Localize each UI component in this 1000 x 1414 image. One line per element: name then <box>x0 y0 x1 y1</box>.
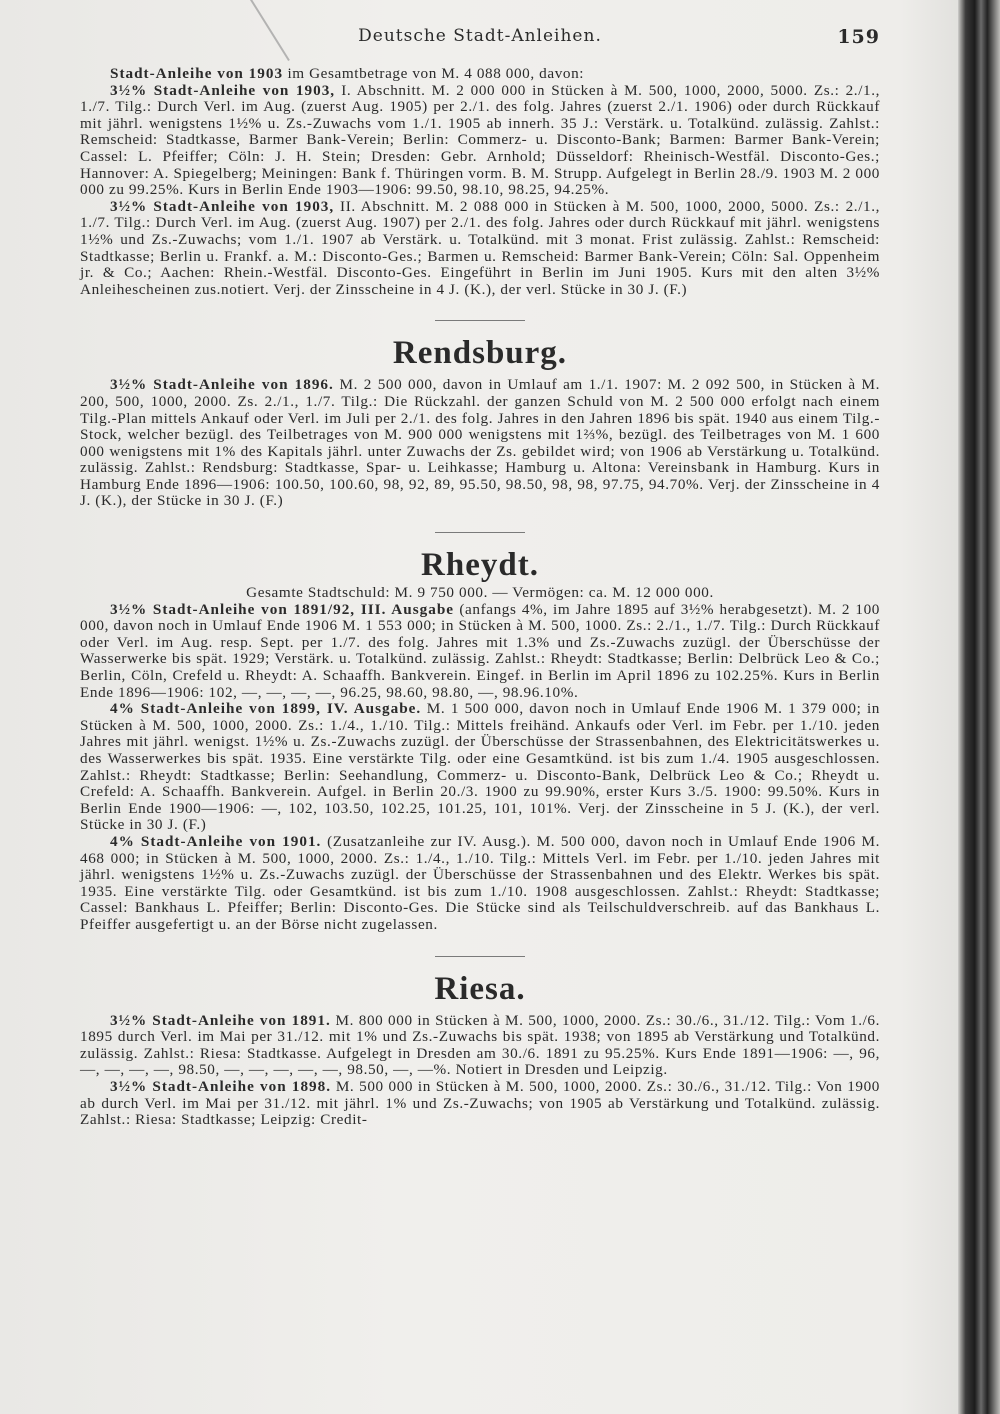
divider <box>435 320 525 321</box>
rheydt-section-3: 4% Stadt-Anleihe von 1901. (Zusatzanleihe zur IV. Ausg.). M. 500 000, davon noch in Umlauf Ende 1906 M. 468 000; in Stücken à M. 500, 1000, 2000. Zs.: 1./4., 1./10. Tilg.: Mittels Verl. im Febr. per 1./10. jeden Jahres mit jährl. wenigstens 1½% u. Zs.-Zuwachs zuzügl. der Überschüsse der Strassenbahnen und des Elektr. Werkes bis spät. 1935. Eine verstärkte Tilg. oder Gesamtkünd. ist bis zum 1./10. 1908 ausgeschlossen. Zahlst.: Rheydt: Stadtkasse; Cassel: Bankhaus L. Pfeiffer; Berlin: Disconto-Ges. Die Stücke sind als Teilschuldverschreib. auf das Bankhaus L. Pfeiffer ausgefertigt u. an der Börse nicht zugelassen. <box>80 832 880 933</box>
divider <box>435 532 525 533</box>
intro-lead: Stadt-Anleihe von 1903 im Gesamtbetrage von M. 4 088 000, davon: <box>110 65 585 82</box>
city-heading-rheydt: Rheydt. <box>421 547 539 584</box>
rheydt-section-2: 4% Stadt-Anleihe von 1899, IV. Ausgabe. M. 1 500 000, davon noch in Umlauf Ende 1906 M. 1 379 000; in Stücken à M. 500, 1000, 2000. Zs.: 1./4., 1./10. Tilg.: Mittels freihänd. Ankaufs oder Verl. im Febr. per 1./10. jeden Jahres mit jährl. wenigst. 1½% u. Zs.-Zuwachs zuzügl. der Überschüsse der Strassenbahnen, des Elektricitätswerkes u. des Wasserwerkes bis spät. 1935. Eine verstärkte Tilg. oder eine Gesamtkünd. ist bis zum 1./4. 1905 ausgeschlossen. Zahlst.: Rheydt: Stadtkasse; Berlin: Seehandlung, Commerz- u. Disconto-Bank, Delbrück Leo & Co.; Rheydt u. Crefeld: A. Schaaffh. Bankverein. Aufgel. in Berlin 20./3. 1900 zu 99.90%, erster Kurs 3./5. 1900: 99.50%. Kurs in Berlin Ende 1900—1906: —, 102, 103.50, 102.25, 101.25, 101, 101%. Verj. der Zinsscheine in 5 J. (K.), der verl. Stücke in 30 J. (F.) <box>80 700 881 834</box>
page-number: 159 <box>837 26 880 48</box>
riesa-section-2: 3½% Stadt-Anleihe von 1898. M. 500 000 in Stücken à M. 500, 1000, 2000. Zs.: 30./6., 31./12. Tilg.: Von 1900 ab durch Verl. im Mai per 31./12. mit jährl. 1% und Zs.-Zuwachs; von 1905 ab Verstärkung und Totalkünd. zulässig. Zahlst.: Riesa: Stadtkasse; Leipzig: Credit- <box>80 1077 880 1129</box>
running-title: Deutsche Stadt-Anleihen. <box>358 26 602 46</box>
intro-section-2: 3½% Stadt-Anleihe von 1903, II. Abschnitt. M. 2 088 000 in Stücken à M. 500, 1000, 2000, 5000. Zs.: 2./1., 1./7. Tilg.: Durch Verl. im Aug. (zuerst Aug. 1907) per 2./1. des folg. Jahres oder durch Rückkauf mit jährl. wenigstens 1½% und Zs.-Zuwachs; vom 1./1. 1907 ab Verstärk. u. Totalkünd. mit 3 monat. Frist zulässig. Zahlst.: Remscheid: Stadtkasse; Berlin u. Frankf. a. M.: Disconto-Ges.; Barmen u. Remscheid: Barmer Bank-Verein; Cöln: Sal. Oppenheim jr. & Co.; Aachen: Rhein.-Westfäl. Disconto-Ges. Eingeführt in Berlin im Juni 1905. Kurs mit den alten 3½% Anleihescheinen zus.notiert. Verj. der Zinsscheine in 4 J. (K.), der verl. Stücke in 30 J. (F.) <box>80 197 881 298</box>
divider <box>435 956 525 957</box>
page-edge-shadow <box>958 0 1000 1414</box>
rendsburg-section-1: 3½% Stadt-Anleihe von 1896. M. 2 500 000, davon in Umlauf am 1./1. 1907: M. 2 092 500, in Stücken à M. 200, 500, 1000, 2000. Zs. 2./1., 1./7. Tilg.: Die Rückzahl. der ganzen Schuld von M. 2 500 000 erfolgt nach einem Tilg.-Plan mittels Ankauf oder Verl. im Juli per 2./1. des folg. Jahres in den Jahren 1896 bis spät. 1940 aus einem Tilg.-Stock, welcher bezügl. des Teilbetrages von M. 900 000 wenigstens mit 1⅔%, bezügl. des Teilbetrages von M. 1 600 000 wenigstens mit 1% des Kapitals jährl. unter Zuwachs der Zs. gebildet wird; von 1906 ab Verstärkung u. Totalkünd. zulässig. Zahlst.: Rendsburg: Stadtkasse, Spar- u. Leihkasse; Hamburg u. Altona: Vereinsbank in Hamburg. Kurs in Hamburg Ende 1896—1906: 100.50, 100.60, 98, 92, 89, 95.50, 98.50, 98, 98, 97.75, 94.70%. Verj. der Zinsscheine in 4 J. (K.), der Stücke in 30 J. (F.) <box>80 376 881 510</box>
rheydt-summary: Gesamte Stadtschuld: M. 9 750 000. — Vermögen: ca. M. 12 000 000. <box>246 584 714 602</box>
intro-section-1: 3½% Stadt-Anleihe von 1903, I. Abschnitt. M. 2 000 000 in Stücken à M. 500, 1000, 2000, 5000. Zs.: 2./1., 1./7. Tilg.: Durch Verl. im Aug. (zuerst Aug. 1905) per 2./1. des folg. Jahres (zuerst 2./1. 1906) oder durch Rückkauf mit jährl. wenigstens 1½% u. Zs.-Zuwachs vom 1./1. 1905 ab innerh. 35 J.: Verstärk. u. Totalkünd. zulässig. Zahlst.: Remscheid: Stadtkasse, Barmer Bank-Verein; Berlin: Commerz- u. Disconto-Bank; Barmen: Barmer Bank-Verein; Cassel: L. Pfeiffer; Cöln: J. H. Stein; Dresden: Gebr. Arnhold; Düsseldorf: Rheinisch-Westfäl. Disconto-Ges.; Hannover: A. Spiegelberg; Meiningen: Bank f. Thüringen vorm. B. M. Strupp. Aufgelegt in Berlin 28./9. 1903 M. 2 000 000 zu 99.25%. Kurs in Berlin Ende 1903—1906: 99.50, 98.10, 98.25, 94.25%. <box>80 81 880 199</box>
rheydt-section-1: 3½% Stadt-Anleihe von 1891/92, III. Ausgabe (anfangs 4%, im Jahre 1895 auf 3½% herabgesetzt). M. 2 100 000, davon noch in Umlauf Ende 1906 M. 1 553 000; in Stücken à M. 500, 1000. Zs.: 2./1., 1./7. Tilg.: Durch Rückkauf oder Verl. im Aug. resp. Sept. per 1./7. des folg. Jahres mit 1.3% und Zs.-Zuwachs zuzügl. der Überschüsse der Wasserwerke bis spät. 1929; Verstärk. u. Totalkünd. zulässig. Zahlst.: Rheydt: Stadtkasse; Berlin: Delbrück Leo & Co.; Berlin, Cöln, Crefeld u. Rheydt: A. Schaaffh. Bankverein. Eingef. in Berlin im April 1896 zu 102.25%. Kurs in Berlin Ende 1896—1906: 102, —, —, —, —, 96.25, 98.60, 98.80, —, 98.96.10%. <box>80 600 880 701</box>
riesa-section-1: 3½% Stadt-Anleihe von 1891. M. 800 000 in Stücken à M. 500, 1000, 2000. Zs.: 30./6., 31./12. Tilg.: Vom 1./6. 1895 durch Verl. im Mai per 31./12. mit 1% und Zs.-Zuwachs bis spät. 1938; von 1895 ab Verstärkung und Totalkünd. zulässig. Zahlst.: Riesa: Stadtkasse. Aufgelegt in Dresden am 30./6. 1891 zu 95.25%. Kurs Ende 1891—1906: —, 96, —, —, —, —, 98.50, —, —, —, —, —, 98.50, —, —%. Notiert in Dresden und Leipzig. <box>80 1011 880 1079</box>
city-heading-rendsburg: Rendsburg. <box>392 335 568 372</box>
city-heading-riesa: Riesa. <box>434 970 526 1007</box>
page-body <box>80 66 880 1129</box>
